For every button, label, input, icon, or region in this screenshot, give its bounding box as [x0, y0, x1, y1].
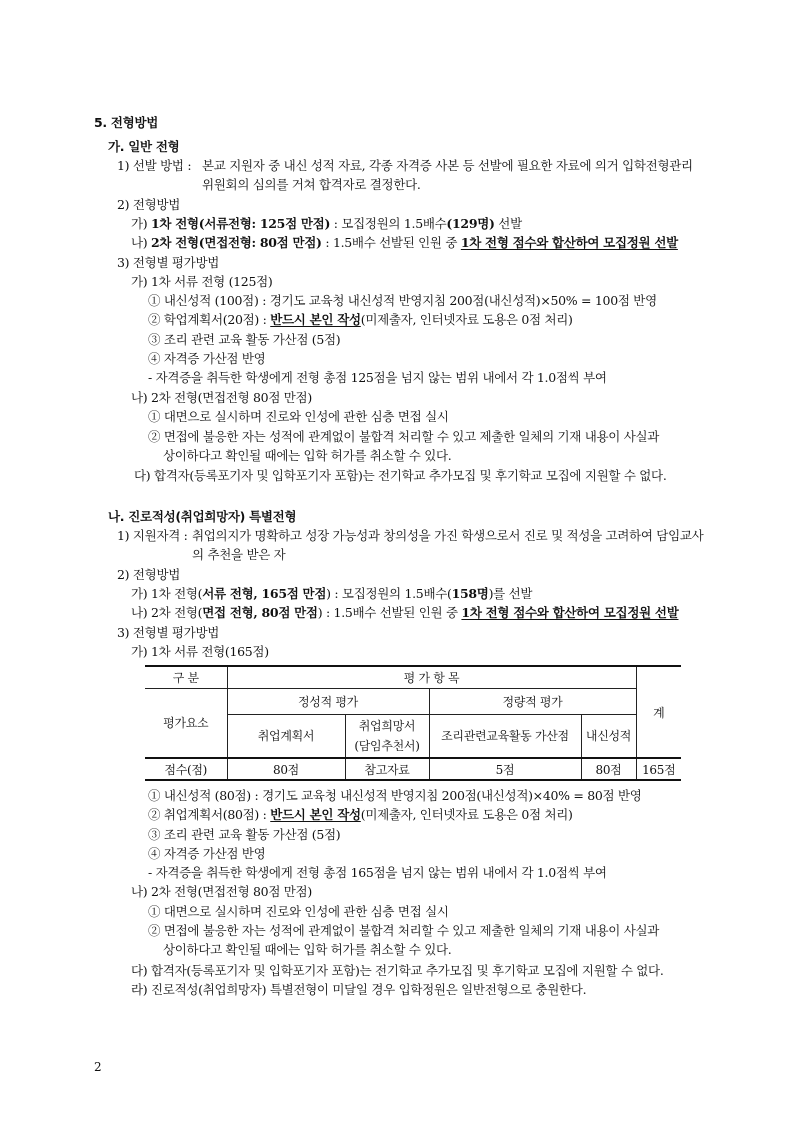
career-eval-c3: ③ 조리 관련 교육 활동 가산점 (5점) — [148, 827, 341, 842]
general-eval-c2: ② 학업계획서(20점) : 반드시 본인 작성(미제출자, 인터넷자료 도용은 0점 처리) — [148, 312, 573, 327]
career-eval-second-title: 나) 2차 전형(면접전형 80점 만점) — [131, 884, 312, 899]
career-title: 나. 진로적성(취업희망자) 특별전형 — [108, 509, 297, 524]
general-item1-text: 본교 지원자 중 내신 성적 자료, 각종 자격증 사본 등 선발에 필요한 자료에 의거 입학전형관리 — [202, 158, 693, 173]
table-header-total: 계 — [636, 666, 681, 758]
career-eval-f: 라) 진로적성(취업희망자) 특별전형이 미달일 경우 입학정원은 일반전형으로 충원한다. — [131, 982, 587, 997]
general-item3-label: 3) 전형별 평가방법 — [117, 255, 220, 270]
general-eval-d2-cont: 상이하다고 확인될 때에는 입학 허가를 취소할 수 있다. — [163, 448, 452, 463]
general-item1-cont: 위원회의 심의를 거쳐 합격자로 결정한다. — [202, 177, 421, 192]
general-eval-first-title: 가) 1차 서류 전형 (125점) — [131, 274, 273, 289]
career-eval-e: 다) 합격자(등록포기자 및 입학포기자 포함)는 전기학교 추가모집 및 후기학교 모집에 지원할 수 없다. — [131, 963, 664, 978]
table-cell-total: 165점 — [636, 758, 681, 780]
page-number: 2 — [94, 1060, 102, 1074]
career-eval-first-title: 가) 1차 서류 전형(165점) — [131, 644, 269, 659]
table-header-items: 평 가 항 목 — [227, 666, 636, 688]
table-cell-grade: 80점 — [581, 758, 636, 780]
career-item1-label: 1) 지원자격 : — [117, 528, 188, 543]
career-eval-d2: ② 면접에 불응한 자는 성적에 관계없이 불합격 처리할 수 있고 제출한 일체의 기재 내용이 사실과 — [148, 923, 660, 938]
section-title: 5. 전형방법 — [94, 115, 158, 130]
table-header-element: 평가요소 — [145, 688, 227, 758]
general-eval-c1: ① 내신성적 (100점) : 경기도 교육청 내신성적 반영지침 200점(내신성적)×50% = 100점 반영 — [148, 293, 657, 308]
table-header-gubun: 구 분 — [145, 666, 227, 688]
table-col-activity: 조리관련교육활동 가산점 — [429, 714, 581, 758]
general-eval-c3: ③ 조리 관련 교육 활동 가산점 (5점) — [148, 332, 341, 347]
table-cell-activity: 5점 — [429, 758, 581, 780]
general-eval-c4: ④ 자격증 가산점 반영 — [148, 351, 266, 366]
career-eval-c4: ④ 자격증 가산점 반영 — [148, 846, 266, 861]
general-item1-label: 1) 선발 방법 : — [117, 158, 192, 173]
general-eval-d1: ① 대면으로 실시하며 진로와 인성에 관한 심층 면접 실시 — [148, 409, 449, 424]
general-title: 가. 일반 전형 — [108, 139, 180, 154]
general-eval-d2: ② 면접에 불응한 자는 성적에 관계없이 불합격 처리할 수 있고 제출한 일체의 기재 내용이 사실과 — [148, 429, 660, 444]
table-col-plan: 취업계획서 — [227, 714, 345, 758]
general-item2-label: 2) 전형방법 — [117, 197, 181, 212]
table-row-label: 점수(점) — [145, 758, 227, 780]
general-method-a: 가) 1차 전형(서류전형: 125점 만점) : 모집정원의 1.5배수(129명) 선발 — [131, 216, 522, 231]
general-eval-e: 다) 합격자(등록포기자 및 입학포기자 포함)는 전기학교 추가모집 및 후기학교 모집에 지원할 수 없다. — [134, 468, 667, 483]
career-item1-cont: 의 추천을 받은 자 — [192, 547, 286, 562]
evaluation-table — [145, 665, 681, 781]
table-col-grade: 내신성적 — [581, 714, 636, 758]
career-eval-d2-cont: 상이하다고 확인될 때에는 입학 허가를 취소할 수 있다. — [163, 942, 452, 957]
table-cell-hope: 참고자료 — [345, 758, 429, 780]
table-col-hope: 취업희망서 (담임추천서) — [345, 714, 429, 758]
career-item2-label: 2) 전형방법 — [117, 567, 181, 582]
career-method-a: 가) 1차 전형(서류 전형, 165점 만점) : 모집정원의 1.5배수(158명)를 선발 — [131, 586, 533, 601]
career-eval-c5: - 자격증을 취득한 학생에게 전형 총점 165점을 넘지 않는 범위 내에서 각 1.0점씩 부여 — [148, 865, 607, 880]
general-eval-c5: - 자격증을 취득한 학생에게 전형 총점 125점을 넘지 않는 범위 내에서 각 1.0점씩 부여 — [148, 370, 607, 385]
general-method-b: 나) 2차 전형(면접전형: 80점 만점) : 1.5배수 선발된 인원 중 1차 전형 점수와 합산하여 모집정원 선발 — [131, 235, 678, 250]
general-eval-second-title: 나) 2차 전형(면접전형 80점 만점) — [131, 390, 312, 405]
table-header-qualitative: 정성적 평가 — [227, 688, 429, 714]
career-item3-label: 3) 전형별 평가방법 — [117, 625, 220, 640]
career-eval-c2: ② 취업계획서(80점) : 반드시 본인 작성(미제출자, 인터넷자료 도용은 0점 처리) — [148, 807, 573, 822]
table-cell-plan: 80점 — [227, 758, 345, 780]
career-method-b: 나) 2차 전형(면접 전형, 80점 만점) : 1.5배수 선발된 인원 중 1차 전형 점수와 합산하여 모집정원 선발 — [131, 605, 679, 620]
table-header-quantitative: 정량적 평가 — [429, 688, 636, 714]
career-eval-c1: ① 내신성적 (80점) : 경기도 교육청 내신성적 반영지침 200점(내신성적)×40% = 80점 반영 — [148, 788, 642, 803]
career-item1-text: 취업의지가 명확하고 성장 가능성과 창의성을 가진 학생으로서 진로 및 적성을 고려하여 담임교사 — [192, 528, 704, 543]
career-eval-d1: ① 대면으로 실시하며 진로와 인성에 관한 심층 면접 실시 — [148, 904, 449, 919]
